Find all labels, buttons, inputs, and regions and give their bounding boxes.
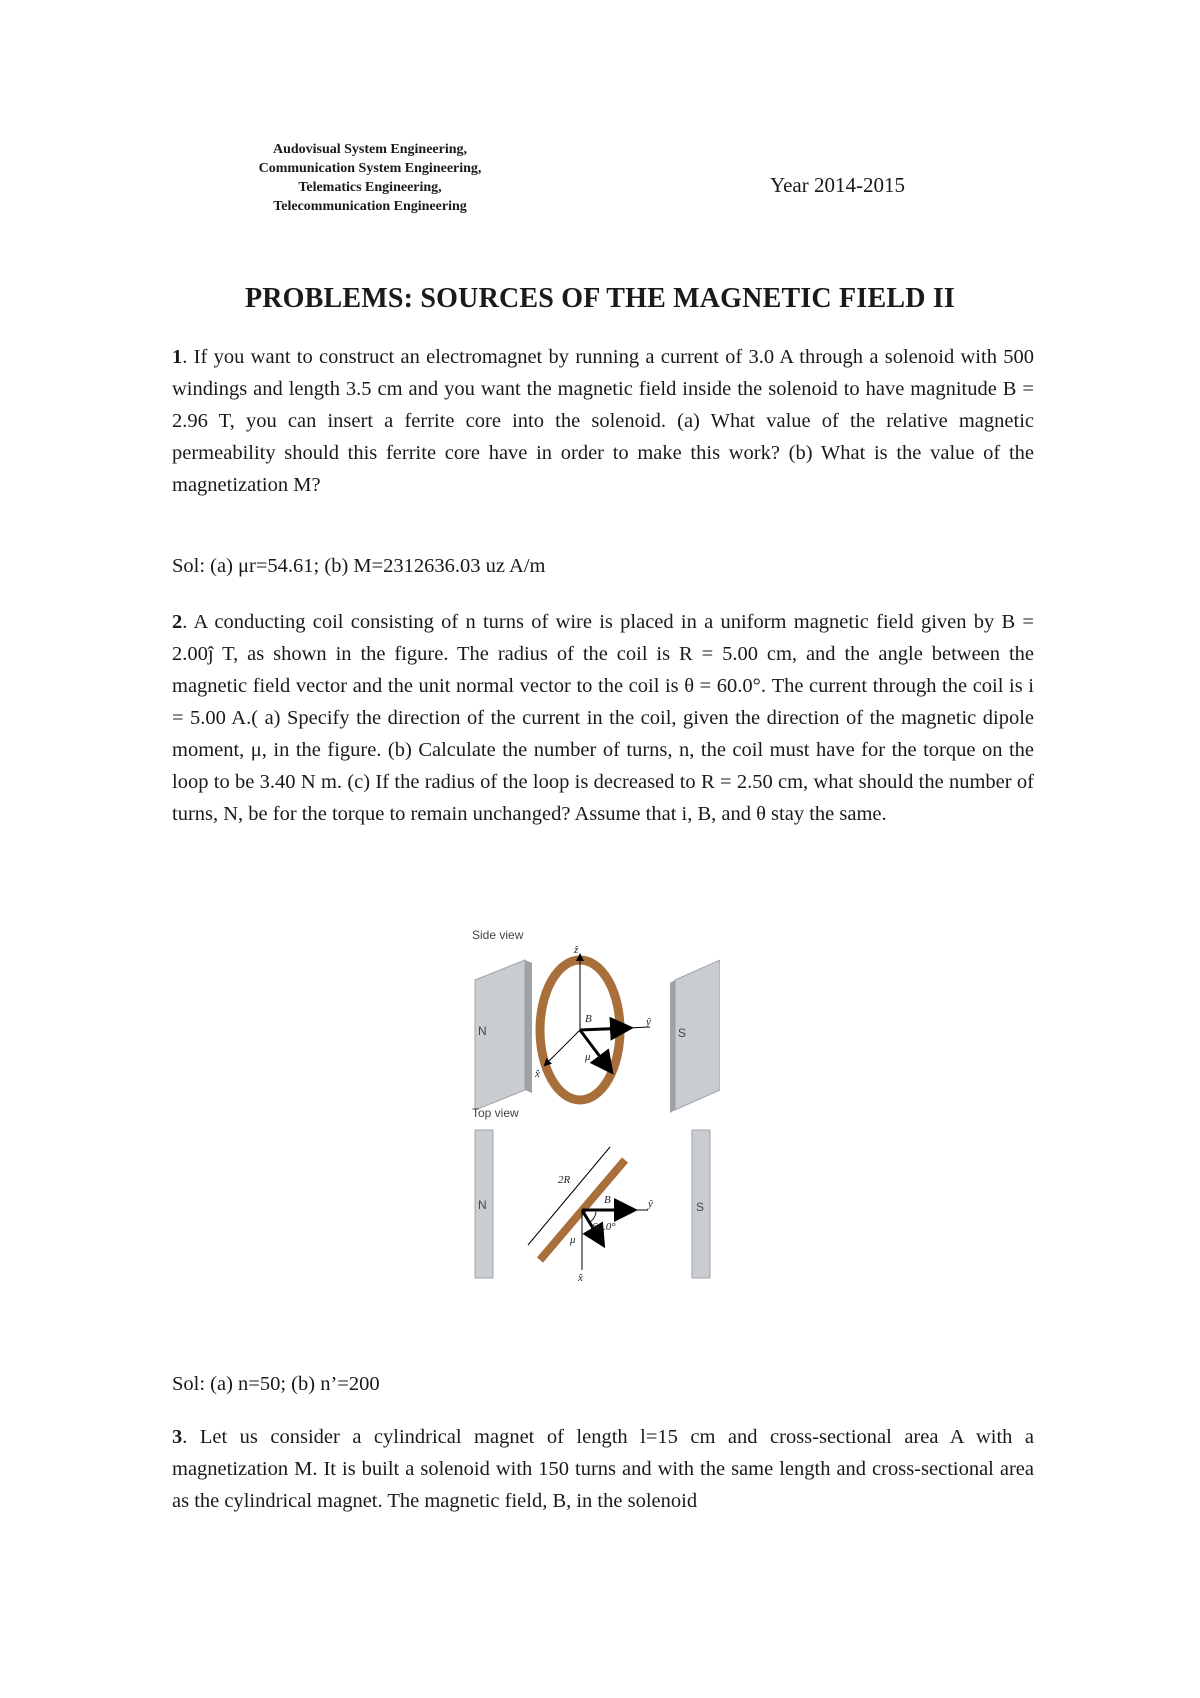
problem-3 [172,1421,1034,1517]
diameter-label: 2R [558,1174,571,1186]
problem-2-solution: Sol: (a) n=50; (b) n’=200 [172,1373,380,1395]
pole-n-label-top: N [478,1198,487,1212]
top-x-axis-label: x̂ [578,1272,583,1284]
department-list [220,140,520,216]
mu-vector-label: μ⃗ [585,1051,600,1063]
x-axis-label: x̂ [535,1068,540,1080]
x-axis [545,1030,580,1065]
b-vector-arrow [580,1028,628,1030]
top-view-label: Top view [472,1106,519,1120]
side-view-s-pole [670,960,720,1113]
side-view-n-pole [475,960,532,1110]
problem-2 [172,606,1034,830]
department-line: Audovisual System Engineering, [272,142,468,157]
magnetic-coil-figure [470,925,720,1285]
problem-number: 3 [172,1426,183,1448]
problem-1-solution: Sol: (a) μr=54.61; (b) M=2312636.03 uz A/m [172,555,546,577]
top-view-n-pole [475,1130,493,1278]
top-b-vector-label: B⃗ [604,1194,620,1206]
problem-1 [172,341,1034,501]
problem-text: . Let us consider a cylindrical magnet of length l=15 cm and cross-sectional area A with a magnetization M. It is built a solenoid with 150 turns and with the same length and cross-sectional area as the cylindrical magnet. The magnetic field, B, in the solenoid [172,1426,1034,1512]
problem-text: . If you want to construct an electromagnet by running a current of 3.0 A through a solenoid with 500 windings and length 3.5 cm and you want the magnetic field inside the solenoid to have magnitude B = 2.96 T, you can insert a ferrite core into the solenoid. (a) What value of the relative magnetic permeability should this ferrite core have in order to make this work? (b) What is the value of the magnetization M? [172,346,1034,496]
pole-s-label-top: S [696,1200,705,1214]
pole-n-label: N [478,1024,487,1038]
y-axis-label: ŷ [646,1016,651,1028]
z-axis-label: ẑ [574,944,579,956]
side-view-label: Side view [472,928,524,942]
pole-s-label: S [678,1026,687,1040]
top-view-s-pole [692,1130,710,1278]
problem-text: . A conducting coil consisting of n turns of wire is placed in a uniform magnetic field given by B = 2.00ĵ T, as shown in the figure. The radius of the coil is R = 5.00 cm, and the angle between the magnetic field vector and the unit normal vector to the coil is θ = 60.0°. The current through the coil is i = 5.00 A.( a) Specify the direction of the current in the coil, given the direction of the magnetic dipole moment, μ, in the figure. (b) Calculate the number of turns, n, the coil must have for the torque on the loop to be 3.40 N m. (c) If the radius of the loop is decreased to R = 2.50 cm, what should the number of turns, N, be for the torque to remain unchanged? Assume that i, B, and θ stay the same. [172,611,1034,825]
department-line: Telematics Engineering, [298,180,442,195]
department-line: Communication System Engineering, [258,161,482,176]
angle-label: 60.0° [592,1221,616,1233]
problem-number: 2 [172,611,183,633]
mu-vector-arrow [580,1030,610,1070]
b-vector-label: B⃗ [585,1013,601,1025]
department-line: Telecommunication Engineering [273,199,467,214]
top-mu-vector-label: μ⃗ [570,1234,585,1246]
academic-year: Year 2014-2015 [770,173,905,197]
page-title: PROBLEMS: SOURCES OF THE MAGNETIC FIELD II [244,283,956,314]
top-y-axis-label: ŷ [648,1198,653,1210]
problem-number: 1 [172,346,183,368]
figure-svg [470,925,720,1285]
